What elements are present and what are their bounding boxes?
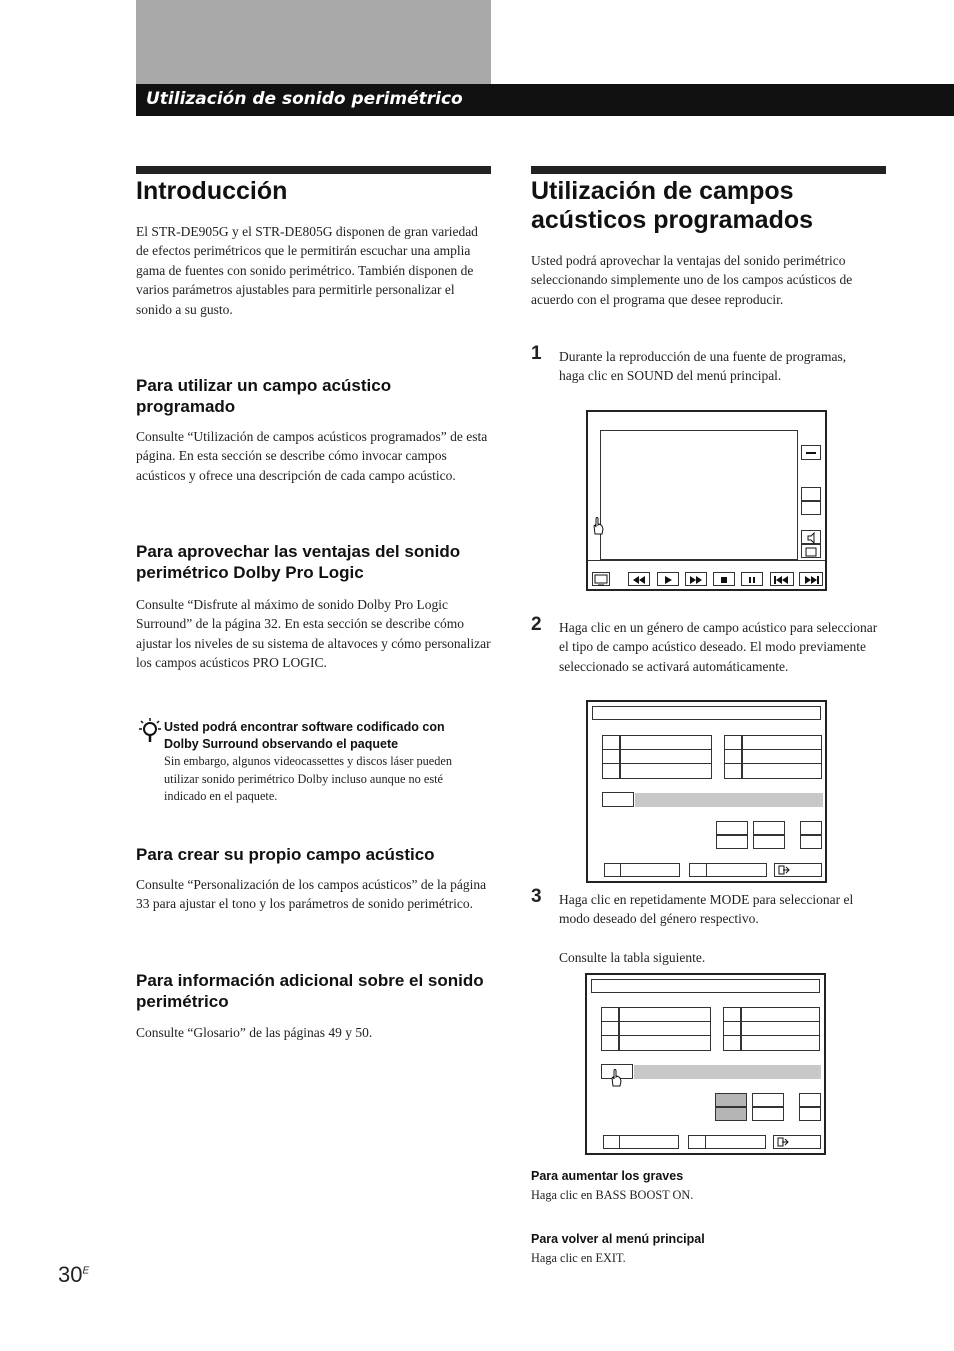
bottom-button-2-prefix <box>688 1135 706 1149</box>
header-gray-tab <box>136 0 491 84</box>
section-header-bar <box>136 84 954 116</box>
main-menu-screen <box>586 410 827 591</box>
genre-row[interactable] <box>723 1021 820 1036</box>
fast-forward-button[interactable] <box>685 572 707 586</box>
side-button-3[interactable] <box>801 501 821 515</box>
sec4-text: Consulte “Glosario” de las páginas 49 y 50. <box>136 1025 373 1040</box>
mode-display <box>634 1065 821 1079</box>
divider <box>740 1007 742 1051</box>
sound-mode-screen <box>585 973 826 1155</box>
tip-text: Sin embargo, algunos videocassettes y discos láser pueden utilizar sonido perimétrico Dolby incluso aunque no esté indicado en el paquete. <box>164 754 453 804</box>
step3-text-note: Consulte la tabla siguiente. <box>559 950 706 965</box>
bottom-button-2-prefix <box>689 863 707 877</box>
param-button[interactable] <box>800 835 822 849</box>
divider <box>619 735 621 779</box>
step2-text: Haga clic en un género de campo acústico para seleccionar el tipo de campo acústico deseado. El modo previamente seleccionado se activará automáticamente. <box>559 620 878 674</box>
sec2-title: Para aprovechar las ventajas del sonido perimétrico Dolby Pro Logic <box>136 542 461 582</box>
divider <box>618 1007 620 1051</box>
side-button-1[interactable] <box>801 445 821 460</box>
play-button[interactable] <box>657 572 679 586</box>
note1-text: Haga clic en BASS BOOST ON. <box>531 1188 694 1202</box>
param-button[interactable] <box>800 821 822 835</box>
pause-button[interactable] <box>741 572 763 586</box>
bottom-button-1-prefix <box>603 1135 620 1149</box>
left-intro: El STR-DE905G y el STR-DE805G disponen de gran variedad de efectos perimétricos que le permitirán escuchar una amplia gama de fuentes con sonido perimétrico. También disponen de varios parámetros ajustables para permitirle personalizar el sonido a su gusto. <box>136 224 478 317</box>
mode-display <box>635 793 823 807</box>
param-button[interactable] <box>753 835 785 849</box>
next-button[interactable] <box>799 572 823 586</box>
previous-button[interactable] <box>770 572 794 586</box>
param-button[interactable] <box>752 1107 784 1121</box>
page-number-suffix: E <box>82 1265 90 1277</box>
exit-button[interactable] <box>774 863 822 877</box>
tv-icon[interactable] <box>592 572 610 586</box>
divider <box>741 735 743 779</box>
sec1-title: Para utilizar un campo acústico programado <box>136 376 392 416</box>
hand-cursor-icon <box>609 1068 623 1088</box>
tip-title: Usted podrá encontrar software codificado con Dolby Surround observando el paquete <box>164 720 445 751</box>
mode-button[interactable] <box>602 792 634 807</box>
speaker-icon[interactable] <box>801 530 821 544</box>
exit-button[interactable] <box>773 1135 821 1149</box>
param-button[interactable] <box>716 835 748 849</box>
note1-title: Para aumentar los graves <box>531 1169 684 1183</box>
section-title: Utilización de sonido perimétrico <box>146 89 463 109</box>
step1-number: 1 <box>531 343 542 364</box>
sec4-title: Para información adicional sobre el sonido perimétrico <box>136 971 484 1011</box>
note2-text: Haga clic en EXIT. <box>531 1251 626 1265</box>
right-intro: Usted podrá aprovechar la ventajas del sonido perimétrico seleccionando simplemente uno de los campos acústicos de acuerdo con el programa que desee reproducir. <box>531 253 853 307</box>
sec3-text: Consulte “Personalización de los campos acústicos” de la página 33 para ajustar el tono y los parámetros de sonido perimétrico. <box>136 877 487 912</box>
tip-lightbulb-icon <box>138 717 162 743</box>
screen-icon[interactable] <box>801 544 821 558</box>
step1-text: Durante la reproducción de una fuente de programas, haga clic en SOUND del menú principal. <box>559 349 847 384</box>
side-button-2[interactable] <box>801 487 821 501</box>
param-button[interactable] <box>799 1107 821 1121</box>
param-button-active[interactable] <box>715 1093 747 1107</box>
page-number-value: 30 <box>58 1262 83 1287</box>
param-button-active[interactable] <box>715 1107 747 1121</box>
right-title: Utilización de campos acústicos programados <box>531 177 814 234</box>
param-button[interactable] <box>752 1093 784 1107</box>
right-title-rule <box>531 166 886 174</box>
param-button[interactable] <box>753 821 785 835</box>
page-number <box>58 1262 89 1288</box>
sec3-title: Para crear su propio campo acústico <box>136 845 435 864</box>
sec2-text: Consulte “Disfrute al máximo de sonido Dolby Pro Logic Surround” de la página 32. En esta sección se describe cómo ajustar los niveles de su sistema de altavoces y cómo personalizar los campos acústicos PRO LOGIC. <box>136 597 491 671</box>
left-title-rule <box>136 166 491 174</box>
param-button[interactable] <box>716 821 748 835</box>
param-button[interactable] <box>799 1093 821 1107</box>
sound-menu-title-bar <box>591 979 820 993</box>
hand-cursor-icon <box>591 516 605 536</box>
note2-title: Para volver al menú principal <box>531 1232 705 1246</box>
stop-button[interactable] <box>713 572 735 586</box>
left-title: Introducción <box>136 177 288 205</box>
genre-row[interactable] <box>724 749 822 764</box>
step2-number: 2 <box>531 614 542 635</box>
video-area <box>600 430 798 560</box>
genre-row[interactable] <box>602 735 620 750</box>
step3-number: 3 <box>531 886 542 907</box>
sound-menu-title-bar <box>592 706 821 720</box>
rewind-button[interactable] <box>628 572 650 586</box>
sound-menu-screen <box>586 700 827 883</box>
bottom-button-1-prefix <box>604 863 621 877</box>
sec1-text: Consulte “Utilización de campos acústicos programados” de esta página. En esta sección se describe cómo invocar campos acústicos y ofrece una descripción de cada campo acústico. <box>136 429 488 483</box>
step3-text: Haga clic en repetidamente MODE para seleccionar el modo deseado del género respectivo. <box>559 892 854 927</box>
